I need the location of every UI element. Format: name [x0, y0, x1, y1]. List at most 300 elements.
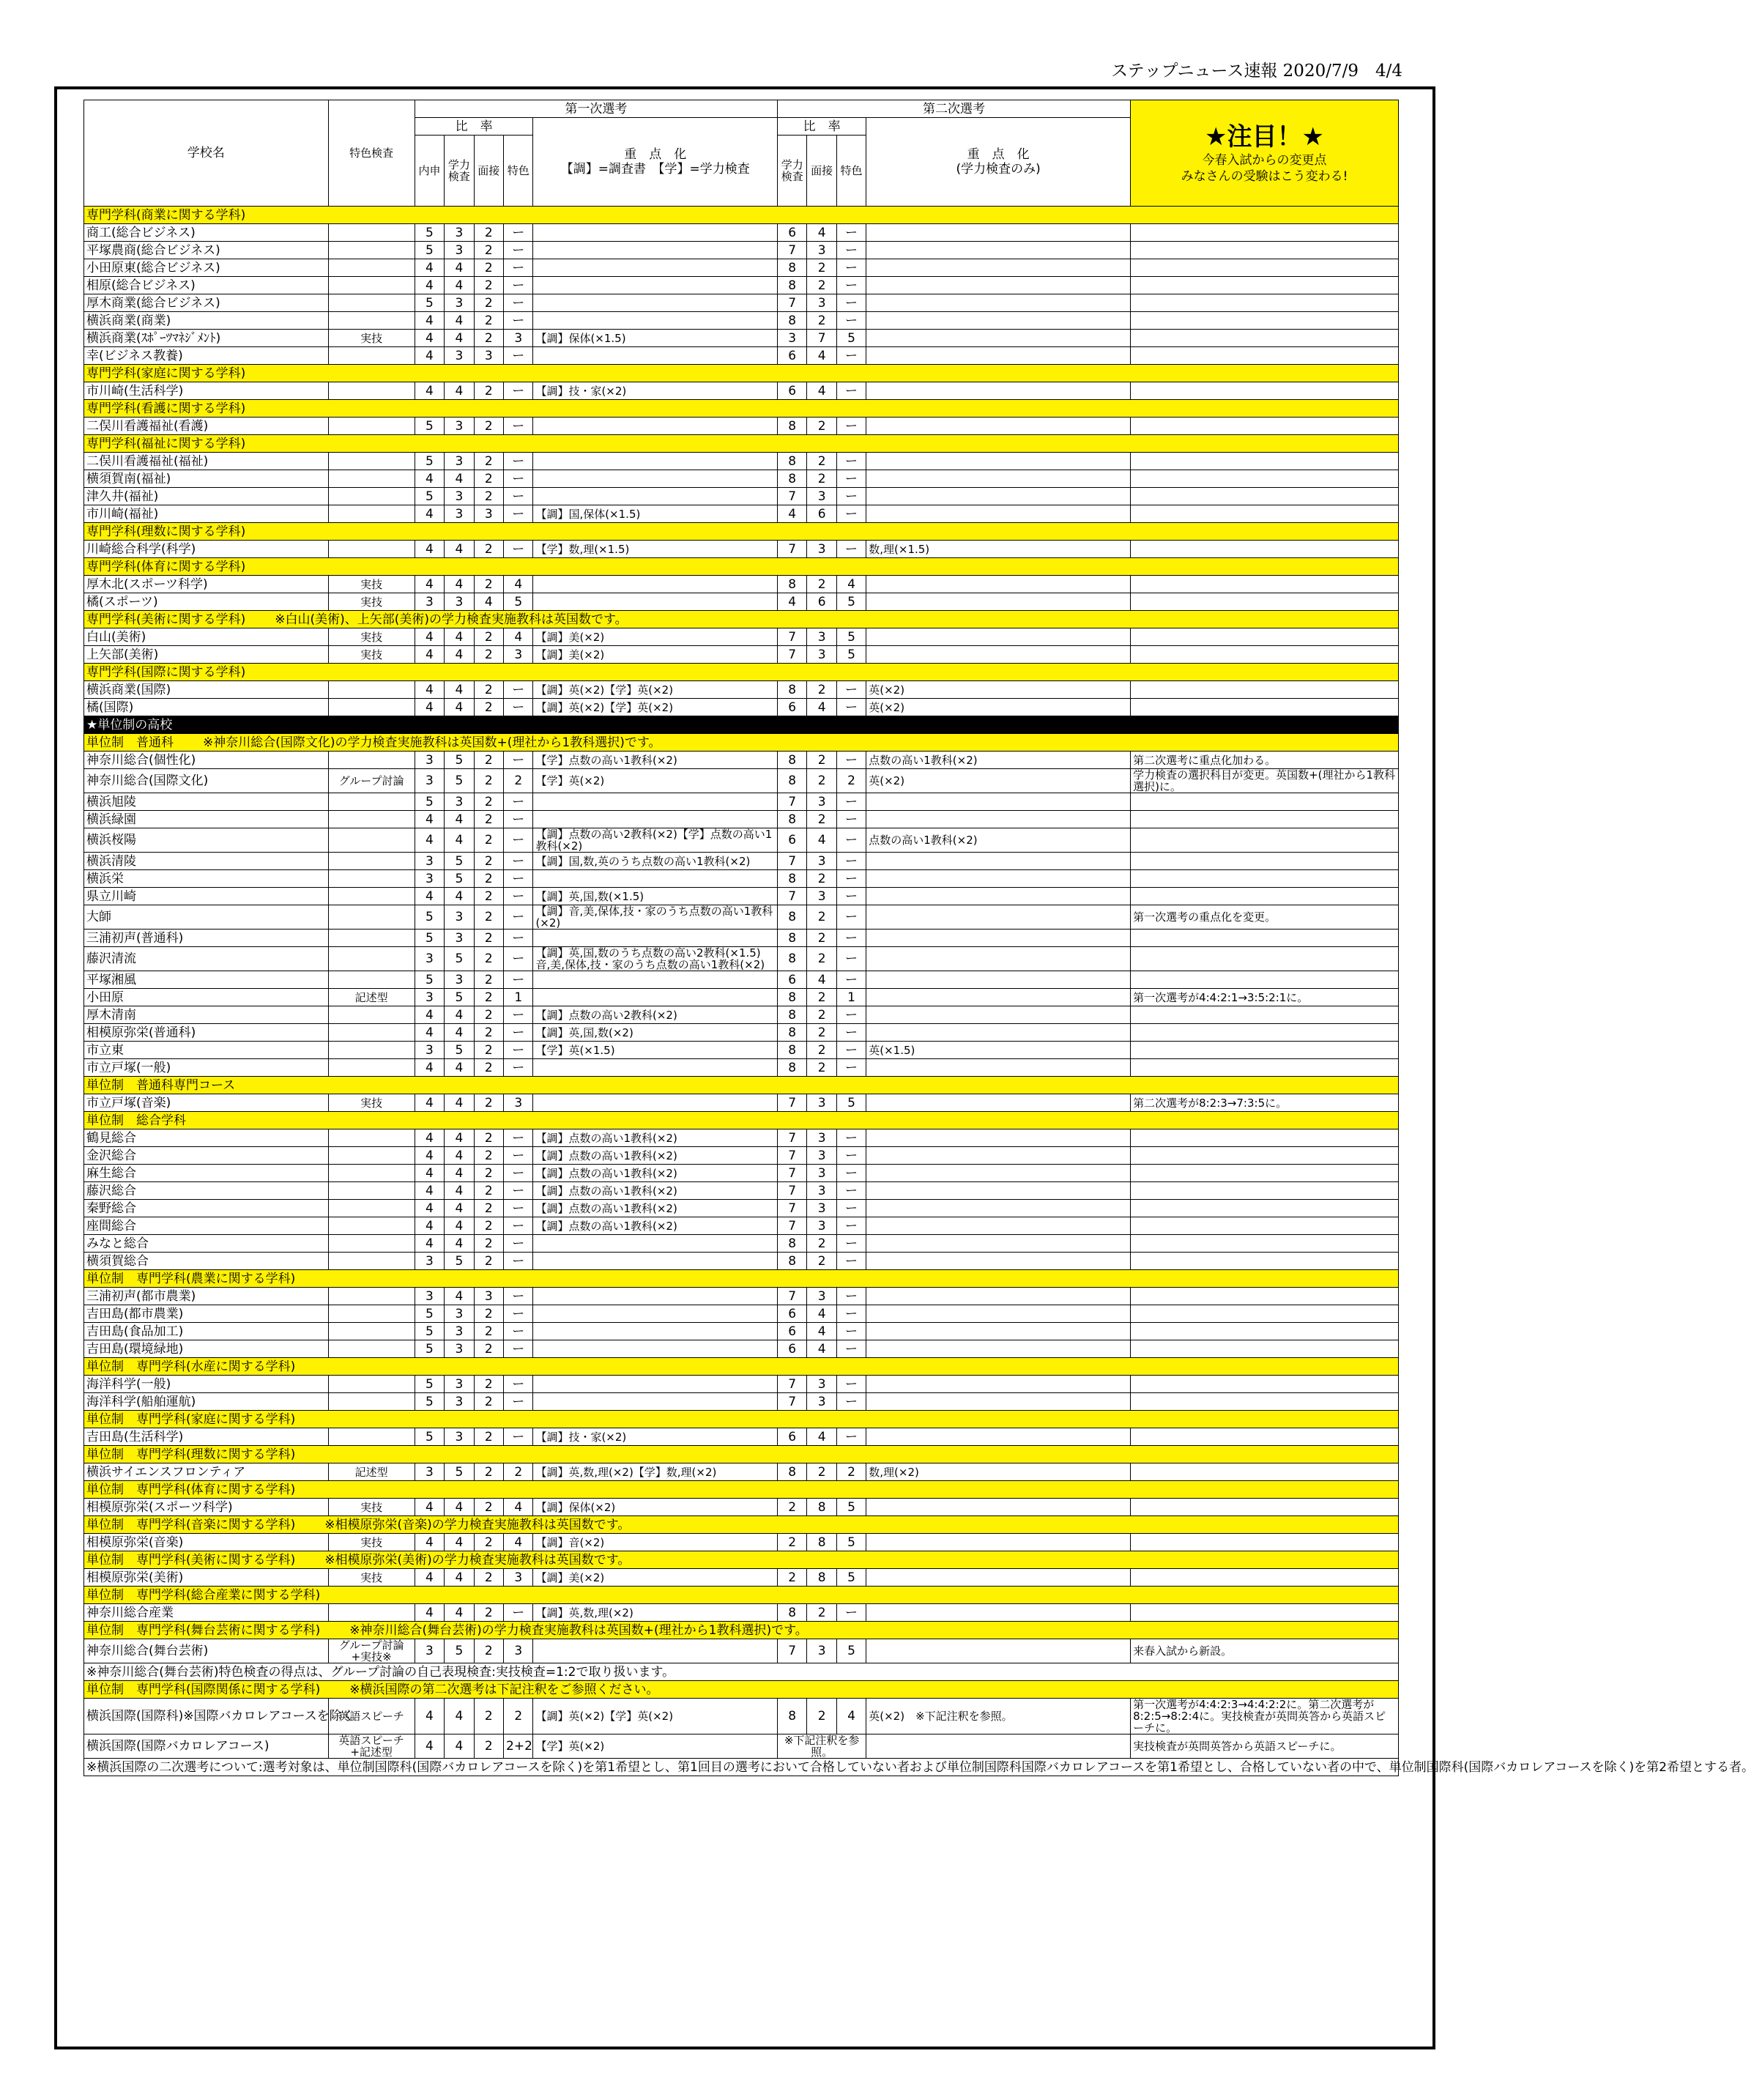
- table-cell: 5: [445, 1253, 474, 1270]
- table-cell: 実技: [328, 576, 415, 593]
- col-naishin-1: 内申: [415, 136, 444, 207]
- table-row: [84, 488, 1399, 505]
- table-cell: 小田原: [84, 989, 329, 1006]
- table-cell: ー: [836, 312, 866, 330]
- table-cell: 4: [445, 1288, 474, 1305]
- table-cell: 2: [474, 905, 503, 930]
- table-cell: 3: [415, 593, 444, 611]
- table-cell: 市立東: [84, 1042, 329, 1059]
- table-cell: 4: [415, 470, 444, 488]
- table-cell: 8: [778, 681, 807, 699]
- table-cell: 厚木商業(総合ビジネス): [84, 294, 329, 312]
- table-cell: [1131, 259, 1399, 277]
- table-cell: [328, 1253, 415, 1270]
- table-cell: 7: [778, 1393, 807, 1411]
- table-cell: 7: [778, 1288, 807, 1305]
- table-cell: 鶴見総合: [84, 1129, 329, 1147]
- table-cell: 3: [445, 971, 474, 989]
- table-cell: ー: [836, 418, 866, 435]
- table-cell: 6: [778, 1428, 807, 1446]
- table-cell: ー: [504, 505, 533, 523]
- col-tokushoku: 特色検査: [328, 100, 415, 207]
- table-cell: [1131, 505, 1399, 523]
- table-cell: 【調】音,美,保体,技・家のうち点数の高い1教科(×2): [533, 905, 778, 930]
- table-cell: ー: [836, 1253, 866, 1270]
- table-cell: [1131, 699, 1399, 716]
- table-cell: [328, 382, 415, 400]
- table-cell: [1131, 793, 1399, 811]
- row-label: 専門学科(美術に関する学科): [86, 612, 246, 627]
- table-cell: 2: [474, 1094, 503, 1112]
- table-cell: 3: [807, 242, 836, 259]
- table-cell: 4: [445, 1499, 474, 1516]
- table-cell: 神奈川総合(個性化): [84, 752, 329, 769]
- table-cell: [1131, 347, 1399, 365]
- table-cell: 5: [836, 593, 866, 611]
- table-cell: ー: [504, 811, 533, 828]
- table-cell: 2: [474, 971, 503, 989]
- table-cell: 4: [778, 593, 807, 611]
- table-cell: 橘(スポーツ): [84, 593, 329, 611]
- table-cell: 3: [807, 488, 836, 505]
- table-cell: ー: [836, 470, 866, 488]
- row-label: 単位制 専門学科(舞台芸術に関する学科): [86, 1622, 321, 1638]
- table-cell: [1131, 1182, 1399, 1200]
- table-cell: [533, 488, 778, 505]
- table-cell: 4: [415, 1006, 444, 1024]
- table-cell: 2: [474, 947, 503, 971]
- section-note: ※相模原弥栄(美術)の学力検査実施教科は英国数です。: [324, 1552, 631, 1567]
- table-cell: [328, 259, 415, 277]
- star-notice-header: [1131, 100, 1399, 207]
- table-cell: 4: [445, 1094, 474, 1112]
- table-cell: 上矢部(美術): [84, 646, 329, 664]
- table-row: [84, 1734, 1399, 1759]
- section-header: [84, 1516, 1399, 1534]
- table-cell: [866, 1182, 1131, 1200]
- table-cell: [533, 1059, 778, 1077]
- table-row: [84, 1569, 1399, 1587]
- table-cell: [328, 930, 415, 947]
- table-cell: 4: [445, 541, 474, 558]
- table-row: [84, 1305, 1399, 1323]
- table-cell: [1131, 628, 1399, 646]
- table-cell: 5: [836, 330, 866, 347]
- table-cell: [866, 1217, 1131, 1235]
- page-header: ステップニュース速報 2020/7/9 4/4: [1111, 62, 1402, 81]
- table-cell: 三浦初声(都市農業): [84, 1288, 329, 1305]
- table-cell: 8: [778, 259, 807, 277]
- table-row: [84, 905, 1399, 930]
- col-first-selection: 第一次選考: [415, 100, 777, 118]
- col-toku-2: 特色: [836, 136, 866, 207]
- table-cell: [1131, 576, 1399, 593]
- table-cell: 2: [807, 930, 836, 947]
- table-cell: [866, 870, 1131, 888]
- table-cell: 8: [778, 1699, 807, 1734]
- table-cell: 第二次選考に重点化加わる。: [1131, 752, 1399, 769]
- table-cell: 実技: [328, 593, 415, 611]
- table-cell: ー: [504, 347, 533, 365]
- table-cell: 4: [445, 888, 474, 905]
- table-cell: 2: [474, 453, 503, 470]
- table-cell: [328, 752, 415, 769]
- table-cell: 8: [778, 930, 807, 947]
- table-cell: 実技: [328, 628, 415, 646]
- table-cell: 2: [474, 382, 503, 400]
- table-cell: [328, 1147, 415, 1165]
- table-cell: 実技: [328, 1499, 415, 1516]
- table-cell: ー: [836, 1604, 866, 1622]
- table-cell: 3: [807, 1200, 836, 1217]
- table-cell: 5: [445, 752, 474, 769]
- table-cell: 6: [778, 347, 807, 365]
- table-cell: 4: [445, 470, 474, 488]
- table-cell: ー: [504, 277, 533, 294]
- table-cell: 7: [778, 242, 807, 259]
- table-row: [84, 947, 1399, 971]
- table-cell: ー: [504, 259, 533, 277]
- table-cell: 2: [474, 1129, 503, 1147]
- table-cell: 学力検査の選択科目が変更。英国数+(理社から1教科選択)に。: [1131, 769, 1399, 793]
- table-cell: 英(×2): [866, 769, 1131, 793]
- table-cell: [328, 905, 415, 930]
- table-cell: 6: [778, 971, 807, 989]
- table-cell: 平塚湘風: [84, 971, 329, 989]
- table-cell: 4: [415, 1165, 444, 1182]
- table-cell: ー: [836, 488, 866, 505]
- table-cell: [1131, 1376, 1399, 1393]
- table-cell: 【調】点数の高い1教科(×2): [533, 1182, 778, 1200]
- table-cell: 2: [474, 488, 503, 505]
- table-cell: 3: [445, 242, 474, 259]
- table-cell: ー: [504, 294, 533, 312]
- table-cell: 5: [415, 453, 444, 470]
- table-cell: 2: [474, 811, 503, 828]
- table-cell: [533, 1393, 778, 1411]
- table-cell: [1131, 1200, 1399, 1217]
- table-cell: 2: [504, 1699, 533, 1734]
- table-cell: [1131, 541, 1399, 558]
- table-cell: 3: [445, 930, 474, 947]
- table-cell: 横浜清陵: [84, 853, 329, 870]
- row-label: 専門学科(家庭に関する学科): [86, 366, 246, 381]
- table-cell: [866, 1059, 1131, 1077]
- table-cell: 7: [778, 541, 807, 558]
- table-cell: 5: [504, 593, 533, 611]
- table-cell: [328, 681, 415, 699]
- table-cell: 2: [504, 1463, 533, 1481]
- table-cell: 市川崎(福祉): [84, 505, 329, 523]
- table-row: [84, 505, 1399, 523]
- table-cell: 4: [807, 1428, 836, 1446]
- table-cell: 3: [445, 347, 474, 365]
- table-cell: [328, 1182, 415, 1200]
- footnote: [84, 1759, 1399, 1776]
- table-cell: 2: [474, 1323, 503, 1340]
- row-label: 単位制 普通科専門コース: [86, 1077, 236, 1093]
- table-cell: 点数の高い1教科(×2): [866, 752, 1131, 769]
- table-cell: [1131, 453, 1399, 470]
- table-cell: [866, 1094, 1131, 1112]
- table-cell: 相模原弥栄(スポーツ科学): [84, 1499, 329, 1516]
- table-cell: ー: [504, 888, 533, 905]
- table-cell: [328, 1393, 415, 1411]
- table-cell: 3: [415, 947, 444, 971]
- table-cell: 横浜サイエンスフロンティア: [84, 1463, 329, 1481]
- table-cell: 4: [807, 1340, 836, 1358]
- table-cell: 【調】英,国,数のうち点数の高い2教科(×1.5) 音,美,保体,技・家のうち点数の高い1教科(×2): [533, 947, 778, 971]
- table-cell: 三浦初声(普通科): [84, 930, 329, 947]
- table-row: [84, 769, 1399, 793]
- table-cell: 2: [807, 1235, 836, 1253]
- table-cell: [328, 470, 415, 488]
- table-cell: 2: [807, 418, 836, 435]
- table-cell: 英(×1.5): [866, 1042, 1131, 1059]
- table-row: [84, 294, 1399, 312]
- table-cell: [533, 811, 778, 828]
- row-label: 専門学科(福祉に関する学科): [86, 436, 246, 451]
- table-cell: 来春入試から新設。: [1131, 1639, 1399, 1663]
- table-cell: ー: [836, 259, 866, 277]
- table-cell: 2: [778, 1499, 807, 1516]
- table-cell: [866, 1534, 1131, 1551]
- table-cell: 3: [445, 224, 474, 242]
- table-cell: 吉田島(都市農業): [84, 1305, 329, 1323]
- table-cell: 市立戸塚(一般): [84, 1059, 329, 1077]
- table-cell: 【調】美(×2): [533, 646, 778, 664]
- table-cell: [866, 259, 1131, 277]
- table-cell: 5: [415, 1305, 444, 1323]
- table-cell: 4: [415, 646, 444, 664]
- table-cell: [866, 947, 1131, 971]
- table-cell: 8: [807, 1569, 836, 1587]
- table-cell: 厚木北(スポーツ科学): [84, 576, 329, 593]
- col-toku-1: 特色: [504, 136, 533, 207]
- table-cell: 二俣川看護福祉(看護): [84, 418, 329, 435]
- table-cell: 2: [807, 1604, 836, 1622]
- table-cell: 2: [474, 277, 503, 294]
- table-cell: ー: [504, 1253, 533, 1270]
- section-header: [84, 1358, 1399, 1376]
- table-row: [84, 699, 1399, 716]
- table-cell: 7: [778, 853, 807, 870]
- table-cell: [328, 312, 415, 330]
- row-label: 専門学科(体育に関する学科): [86, 559, 246, 574]
- table-cell: 5: [415, 418, 444, 435]
- table-cell: [866, 382, 1131, 400]
- table-cell: 【調】英,国,数(×2): [533, 1024, 778, 1042]
- table-row: [84, 971, 1399, 989]
- table-cell: [866, 646, 1131, 664]
- table-cell: 2: [778, 1569, 807, 1587]
- row-label: ※横浜国際の二次選考について:選考対象は、単位制国際科(国際バカロレアコースを除く)を第1希望とし、第1回目の選考において合格していない者および単位制国際科国際バカロレアコースを第1希望とし、合格していない者の中で、単位制国際科(国際バカロレアコースを除く)を第2希望とする者。: [86, 1759, 1754, 1775]
- table-cell: 2: [474, 930, 503, 947]
- table-cell: ー: [836, 1340, 866, 1358]
- table-row: [84, 1340, 1399, 1358]
- table-cell: [866, 1376, 1131, 1393]
- table-cell: 2: [474, 1534, 503, 1551]
- table-cell: [866, 1604, 1131, 1622]
- table-cell: 英(×2): [866, 699, 1131, 716]
- table-cell: 4: [445, 681, 474, 699]
- section-header: [84, 1077, 1399, 1094]
- row-label: 単位制 総合学科: [86, 1113, 186, 1128]
- table-cell: 5: [836, 628, 866, 646]
- table-cell: 6: [807, 593, 836, 611]
- table-row: [84, 330, 1399, 347]
- table-cell: 4: [415, 1734, 444, 1759]
- table-cell: 4: [445, 1182, 474, 1200]
- table-cell: 4: [807, 971, 836, 989]
- table-cell: 4: [415, 1200, 444, 1217]
- section-header: [84, 400, 1399, 418]
- table-cell: [1131, 1253, 1399, 1270]
- table-cell: 2: [807, 1253, 836, 1270]
- table-cell: 【調】美(×2): [533, 628, 778, 646]
- table-row: [84, 541, 1399, 558]
- table-cell: 幸(ビジネス教養): [84, 347, 329, 365]
- table-cell: 相模原弥栄(普通科): [84, 1024, 329, 1042]
- table-cell: [533, 1288, 778, 1305]
- table-cell: ー: [836, 382, 866, 400]
- table-cell: 7: [778, 1129, 807, 1147]
- table-cell: 4: [415, 1059, 444, 1077]
- table-cell: [866, 1235, 1131, 1253]
- table-cell: [328, 1428, 415, 1446]
- table-cell: [533, 930, 778, 947]
- table-cell: [1131, 593, 1399, 611]
- table-cell: [866, 989, 1131, 1006]
- table-cell: 4: [415, 888, 444, 905]
- table-cell: 厚木清南: [84, 1006, 329, 1024]
- row-label: 単位制 専門学科(家庭に関する学科): [86, 1411, 296, 1427]
- table-cell: 5: [445, 1463, 474, 1481]
- table-cell: [1131, 1288, 1399, 1305]
- table-cell: 橘(国際): [84, 699, 329, 716]
- table-row: [84, 1604, 1399, 1622]
- table-cell: ー: [504, 1147, 533, 1165]
- table-cell: 3: [807, 541, 836, 558]
- table-cell: [533, 576, 778, 593]
- table-cell: 2: [474, 699, 503, 716]
- table-cell: [866, 1734, 1131, 1759]
- table-row: [84, 1129, 1399, 1147]
- table-cell: [1131, 418, 1399, 435]
- table-row: [84, 1288, 1399, 1305]
- table-cell: 2: [474, 870, 503, 888]
- table-cell: 3: [445, 593, 474, 611]
- table-cell: 4: [415, 1217, 444, 1235]
- table-cell: 2: [807, 312, 836, 330]
- table-cell: 4: [415, 576, 444, 593]
- table-cell: 3: [445, 488, 474, 505]
- table-row: [84, 1147, 1399, 1165]
- table-cell: 4: [415, 1147, 444, 1165]
- table-cell: 藤沢清流: [84, 947, 329, 971]
- table-cell: 4: [445, 1200, 474, 1217]
- table-cell: [328, 488, 415, 505]
- table-cell: 2: [807, 1024, 836, 1042]
- table-cell: [866, 853, 1131, 870]
- table-cell: 英(×2) ※下記注釈を参照。: [866, 1699, 1131, 1734]
- table-cell: 相模原弥栄(音楽): [84, 1534, 329, 1551]
- table-cell: ー: [836, 971, 866, 989]
- table-cell: 2: [474, 1376, 503, 1393]
- table-cell: [866, 888, 1131, 905]
- table-cell: 2: [474, 312, 503, 330]
- col-ratio-1: 比 率: [415, 118, 533, 136]
- table-row: [84, 1235, 1399, 1253]
- table-cell: [328, 1288, 415, 1305]
- table-cell: ー: [836, 752, 866, 769]
- table-cell: [533, 1340, 778, 1358]
- table-cell: 2: [474, 1699, 503, 1734]
- table-cell: 5: [836, 1094, 866, 1112]
- table-cell: 2: [474, 1182, 503, 1200]
- table-cell: [533, 593, 778, 611]
- col-ratio-2: 比 率: [778, 118, 866, 136]
- table-cell: [866, 1499, 1131, 1516]
- table-cell: 秦野総合: [84, 1200, 329, 1217]
- table-cell: 4: [807, 1305, 836, 1323]
- table-cell: [533, 294, 778, 312]
- section-header: [84, 611, 1399, 628]
- table-cell: ー: [836, 1305, 866, 1323]
- table-cell: 3: [445, 793, 474, 811]
- table-cell: 4: [415, 330, 444, 347]
- table-cell: [866, 905, 1131, 930]
- table-cell: 実技: [328, 330, 415, 347]
- table-row: [84, 1323, 1399, 1340]
- table-cell: [328, 1323, 415, 1340]
- table-cell: 8: [778, 1463, 807, 1481]
- table-cell: [1131, 1147, 1399, 1165]
- table-cell: ー: [836, 1428, 866, 1446]
- table-cell: 4: [415, 828, 444, 853]
- table-cell: 【調】国,保体(×1.5): [533, 505, 778, 523]
- table-cell: [328, 541, 415, 558]
- table-cell: 3: [415, 752, 444, 769]
- table-cell: 8: [778, 1006, 807, 1024]
- table-cell: [533, 277, 778, 294]
- table-cell: 5: [445, 989, 474, 1006]
- table-cell: 【調】点数の高い1教科(×2): [533, 1129, 778, 1147]
- table-cell: 8: [807, 1534, 836, 1551]
- table-cell: 4: [445, 646, 474, 664]
- table-cell: 4: [504, 628, 533, 646]
- table-cell: 実技検査が英問英答から英語スピーチに。: [1131, 1734, 1399, 1759]
- section-header: [84, 1481, 1399, 1499]
- table-cell: 4: [445, 1059, 474, 1077]
- section-note: ※相模原弥栄(音楽)の学力検査実施教科は英国数です。: [324, 1517, 631, 1532]
- table-cell: [328, 505, 415, 523]
- table-cell: 8: [778, 277, 807, 294]
- table-cell: ー: [504, 1006, 533, 1024]
- table-cell: 2: [807, 752, 836, 769]
- table-cell: ー: [504, 488, 533, 505]
- table-cell: [328, 828, 415, 853]
- table-cell: [533, 418, 778, 435]
- table-cell: 【調】英(×2)【学】英(×2): [533, 1699, 778, 1734]
- table-cell: [866, 1024, 1131, 1042]
- table-cell: [1131, 470, 1399, 488]
- table-cell: 第二次選考が8:2:3→7:3:5に。: [1131, 1094, 1399, 1112]
- table-cell: [328, 1006, 415, 1024]
- table-cell: 5: [445, 1042, 474, 1059]
- table-cell: ー: [836, 1042, 866, 1059]
- table-row: [84, 1042, 1399, 1059]
